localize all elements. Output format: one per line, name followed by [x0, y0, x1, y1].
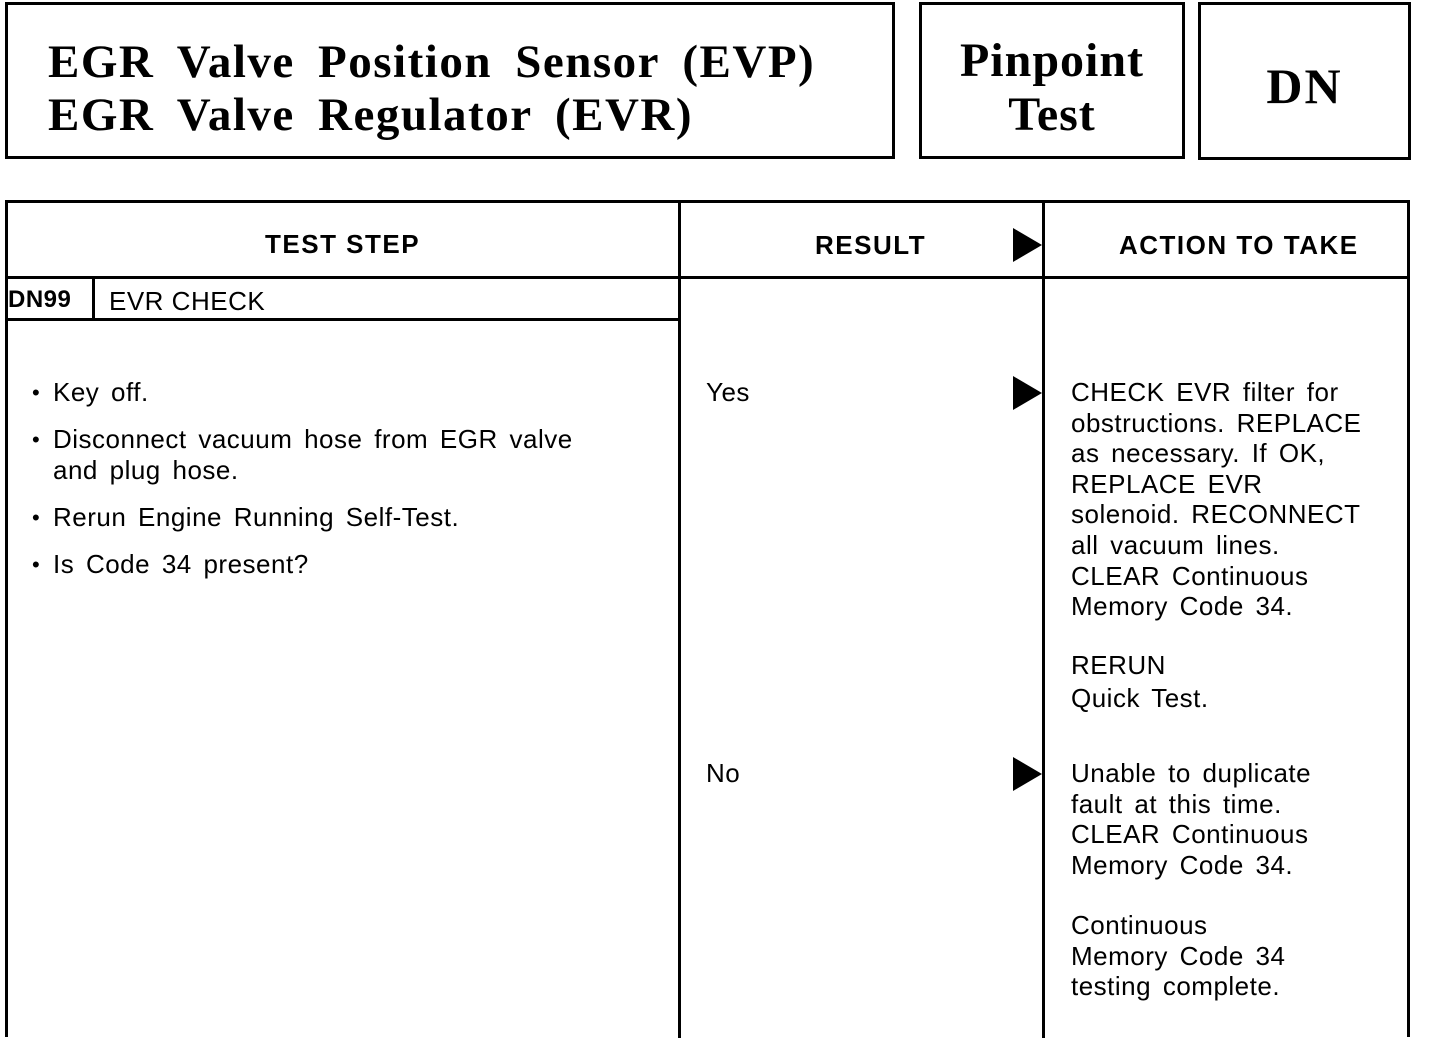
- column-header-test-step: TEST STEP: [265, 229, 421, 259]
- header-rule: [5, 276, 1410, 279]
- action-yes-text: CHECK EVR filter for obstructions. REPLACE as necessary. If OK, REPLACE EVR solenoid. RECONNECT all vacuum lines. CLEAR Continuous Memory Code 34.: [1071, 377, 1362, 622]
- title-box: [5, 2, 895, 159]
- title-line-1: EGR Valve Position Sensor (EVP): [48, 36, 816, 88]
- column-header-action: ACTION TO TAKE: [1119, 230, 1359, 260]
- title-line-2: EGR Valve Regulator (EVR): [48, 89, 693, 141]
- test-code: DN: [1266, 58, 1343, 114]
- divider-result-action: [1042, 200, 1045, 1038]
- arrow-right-icon: [1013, 757, 1042, 791]
- step-id-divider: [92, 276, 95, 320]
- test-code-box: [1198, 2, 1411, 160]
- result-yes: Yes: [706, 377, 750, 407]
- pinpoint-test-box: [919, 2, 1185, 159]
- step-bullet: • Key off.: [32, 377, 149, 408]
- action-yes-rerun: RERUN Quick Test.: [1071, 650, 1209, 713]
- step-id: DN99: [8, 286, 72, 313]
- arrow-right-icon: [1013, 376, 1042, 410]
- action-no-complete: Continuous Memory Code 34 testing complete.: [1071, 910, 1286, 1002]
- step-bullet: • Is Code 34 present?: [32, 549, 309, 580]
- step-bullet: • Rerun Engine Running Self-Test.: [32, 502, 459, 533]
- step-title-rule: [5, 318, 681, 321]
- divider-step-result: [678, 200, 681, 1038]
- step-title: EVR CHECK: [109, 286, 266, 316]
- arrow-right-icon: [1013, 228, 1042, 262]
- pinpoint-label: Pinpoint: [959, 34, 1145, 87]
- test-label: Test: [1008, 88, 1096, 141]
- action-no-text: Unable to duplicate fault at this time. CLEAR Continuous Memory Code 34.: [1071, 758, 1312, 880]
- step-bullet: • Disconnect vacuum hose from EGR valve and plug hose.: [32, 424, 573, 486]
- column-header-result: RESULT: [815, 230, 927, 260]
- result-no: No: [706, 758, 741, 788]
